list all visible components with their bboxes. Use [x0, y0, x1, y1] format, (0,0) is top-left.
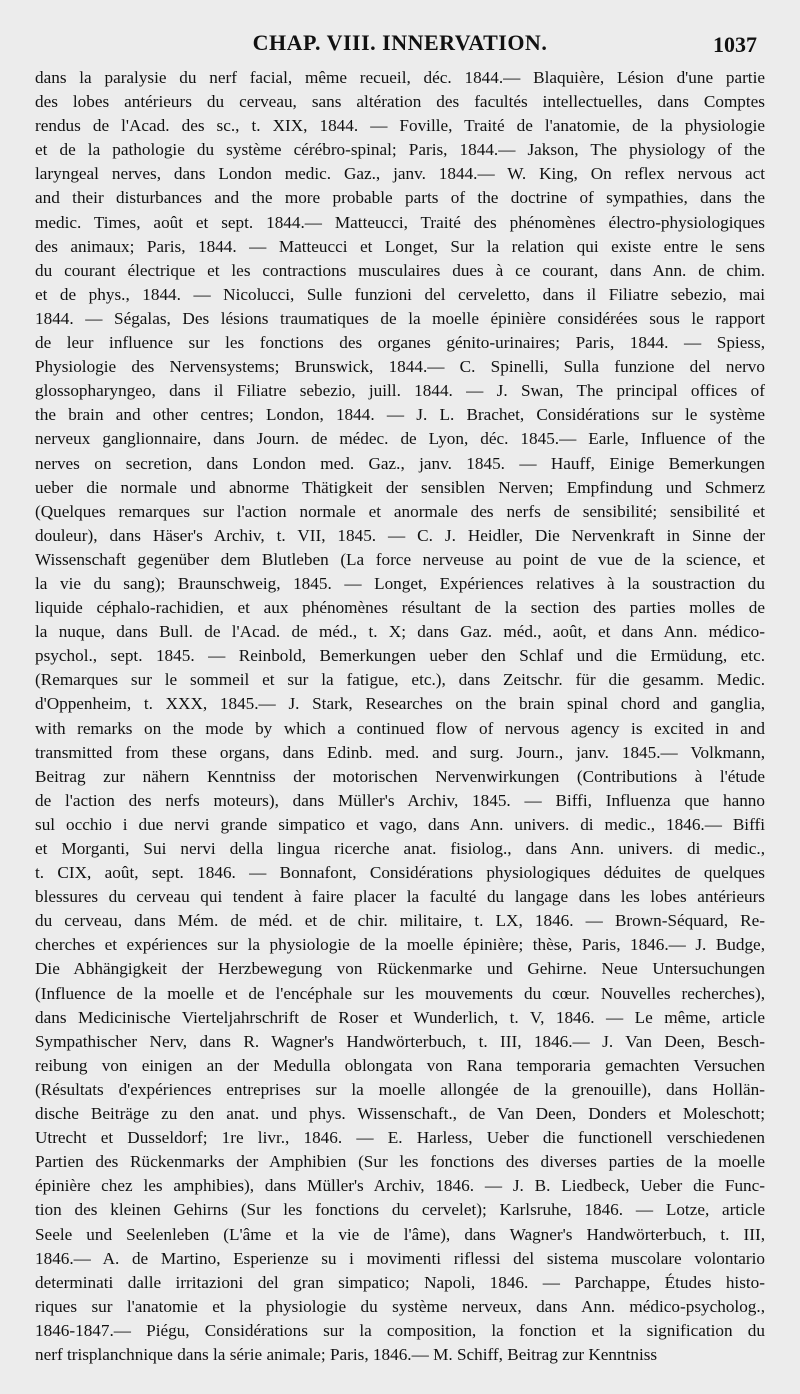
text-line: laryngeal nerves, dans London medic. Gaz., janv. 1844.— W. King, On reflex nervous act — [35, 164, 765, 184]
text-line: douleur), dans Häser's Archiv, t. VII, 1845. — C. J. Heidler, Die Nervenkraft in Sinne der — [35, 525, 765, 545]
text-line: (Quelques remarques sur l'action normale et anormale des nerfs de sensibilité; sensibilité et — [35, 501, 765, 521]
text-line: 1846.— A. de Martino, Esperienze su i movimenti riflessi del sistema muscolare volontario — [35, 1248, 765, 1268]
text-line: dische Beiträge zu den anat. und phys. Wissenschaft., de Van Deen, Donders et Moleschott; — [35, 1104, 765, 1124]
text-line: et de la pathologie du système cérébro-spinal; Paris, 1844.— Jakson, The physiology of the — [35, 140, 765, 160]
text-line: de l'action des nerfs moteurs), dans Müller's Archiv, 1845. — Biffi, Influenza que hanno — [35, 790, 765, 810]
text-line: with remarks on the mode by which a continued flow of nervous agency is excited in and — [35, 718, 765, 738]
text-line: (Remarques sur le sommeil et sur la fatigue, etc.), dans Zeitschr. für die gesamm. Medic. — [35, 670, 765, 690]
text-line: Seele und Seelenleben (L'âme et la vie de l'âme), dans Wagner's Handwörterbuch, t. III, — [35, 1224, 765, 1244]
text-line: de leur influence sur les fonctions des organes génito-urinaires; Paris, 1844. — Spiess, — [35, 333, 765, 353]
text-line: d'Oppenheim, t. XXX, 1845.— J. Stark, Researches on the brain spinal chord and ganglia, — [35, 694, 765, 714]
chapter-title: CHAP. VIII. INNERVATION. — [252, 30, 548, 55]
text-line: Die Abhängigkeit der Herzbewegung von Rückenmarke und Gehirne. Neue Untersuchungen — [35, 959, 765, 979]
text-line: and their disturbances and the more probable parts of the doctrine of sympathies, dans the — [35, 188, 765, 208]
text-line: liquide céphalo-rachidien, et aux phénomènes résultant de la section des parties molles de — [35, 598, 765, 618]
text-line: riques sur l'anatomie et la physiologie du système nerveux, dans Ann. médico-psycholog., — [35, 1296, 765, 1316]
text-line: épinière chez les amphibies), dans Müller's Archiv, 1846. — J. B. Liedbeck, Ueber die Func- — [35, 1176, 765, 1196]
text-line: sul occhio i due nervi grande simpatico et vago, dans Ann. univers. di medic., 1846.— Biffi — [35, 814, 765, 834]
text-line: reibung von einigen an der Medulla oblongata von Rana temporaria gemachten Versuchen — [35, 1055, 765, 1075]
page-header — [35, 30, 765, 60]
text-line: la nuque, dans Bull. de l'Acad. de méd., t. X; dans Gaz. méd., août, et dans Ann. médico- — [35, 622, 765, 642]
text-line: medic. Times, août et sept. 1844.— Matteucci, Traité des phénomènes électro-physiologiques — [35, 212, 765, 232]
text-line: t. CIX, août, sept. 1846. — Bonnafont, Considérations physiologiques déduites de quelques — [35, 863, 765, 883]
bibliography-text — [35, 66, 765, 1367]
text-line: du cerveau, dans Mém. de méd. et de chir. militaire, t. LX, 1846. — Brown-Séquard, Re- — [35, 911, 765, 931]
text-line: transmitted from these organs, dans Edinb. med. and surg. Journ., janv. 1845.— Volkmann, — [35, 742, 765, 762]
text-line: dans Medicinische Vierteljahrschrift de Roser et Wunderlich, t. V, 1846. — Le même, article — [35, 1007, 765, 1027]
text-line: tion des kleinen Gehirns (Sur les fonctions du cervelet); Karlsruhe, 1846. — Lotze, article — [35, 1200, 765, 1220]
text-line: glossopharyngeo, dans il Filiatre sebezio, juill. 1844. — J. Swan, The principal offices of — [35, 381, 765, 401]
text-line: Sympathischer Nerv, dans R. Wagner's Handwörterbuch, t. III, 1846.— J. Van Deen, Besch- — [35, 1031, 765, 1051]
text-line: 1846-1847.— Piégu, Considérations sur la composition, la fonction et la signification du — [35, 1320, 765, 1340]
text-line: the brain and other centres; London, 1844. — J. L. Brachet, Considérations sur le système — [35, 405, 765, 425]
text-line: rendus de l'Acad. des sc., t. XIX, 1844. — Foville, Traité de l'anatomie, de la physiologie — [35, 116, 765, 136]
text-line: du courant électrique et les contractions musculaires dues à ce courant, dans Ann. de chim. — [35, 260, 765, 280]
text-line: Physiologie des Nervensystems; Brunswick, 1844.— C. Spinelli, Sulla funzione del nervo — [35, 357, 765, 377]
text-line: Wissenschaft gegenüber dem Blutleben (La force nerveuse au point de vue de la science, et — [35, 549, 765, 569]
text-line: nerves on secretion, dans London med. Gaz., janv. 1845. — Hauff, Einige Bemerkungen — [35, 453, 765, 473]
text-line: nerf trisplanchnique dans la série animale; Paris, 1846.— M. Schiff, Beitrag zur Kenntniss — [35, 1344, 658, 1364]
text-line: 1844. — Ségalas, Des lésions traumatiques de la moelle épinière considérées sous le rapport — [35, 308, 765, 328]
text-line: et de phys., 1844. — Nicolucci, Sulle funzioni del cerveletto, dans il Filiatre sebezio, mai — [35, 284, 765, 304]
text-line: (Influence de la moelle et de l'encéphale sur les mouvements du cœur. Nouvelles recherches), — [35, 983, 765, 1003]
text-line: ueber die normale und abnorme Thätigkeit der sensiblen Nerven; Empfindung und Schmerz — [35, 477, 765, 497]
text-line: des lobes antérieurs du cerveau, sans altération des facultés intellectuelles, dans Comptes — [35, 92, 765, 112]
page-number: 1037 — [713, 32, 757, 57]
text-line: dans la paralysie du nerf facial, même recueil, déc. 1844.— Blaquière, Lésion d'une partie — [35, 68, 765, 87]
text-line: nerveux ganglionnaire, dans Journ. de médec. de Lyon, déc. 1845.— Earle, Influence of the — [35, 429, 765, 449]
text-line: Utrecht et Dusseldorf; 1re livr., 1846. — E. Harless, Ueber die functionell verschiedenen — [35, 1128, 765, 1148]
text-line: des animaux; Paris, 1844. — Matteucci et Longet, Sur la relation qui existe entre le sens — [35, 236, 765, 256]
text-line: cherches et expériences sur la physiologie de la moelle épinière; thèse, Paris, 1846.— J. Budge, — [35, 935, 765, 955]
text-line: (Résultats d'expériences entreprises sur la moelle allongée de la grenouille), dans Hollän- — [35, 1079, 765, 1099]
text-line: blessures du cerveau qui tendent à faire placer la faculté du langage dans les lobes antérieurs — [35, 887, 765, 907]
text-line: Beitrag zur nähern Kenntniss der motorischen Nervenwirkungen (Contributions à l'étude — [35, 766, 765, 786]
text-line: determinati dalle irritazioni del gran simpatico; Napoli, 1846. — Parchappe, Études histo- — [35, 1272, 765, 1292]
text-line: Partien des Rückenmarks der Amphibien (Sur les fonctions des diverses parties de la moelle — [35, 1152, 765, 1172]
text-line: et Morganti, Sui nervi della lingua ricerche anat. fisiolog., dans Ann. univers. di medic., — [35, 839, 765, 858]
text-line: la vie du sang); Braunschweig, 1845. — Longet, Expériences relatives à la soustraction du — [35, 573, 765, 593]
text-line: psychol., sept. 1845. — Reinbold, Bemerkungen ueber den Schlaf und die Ermüdung, etc. — [35, 646, 765, 666]
